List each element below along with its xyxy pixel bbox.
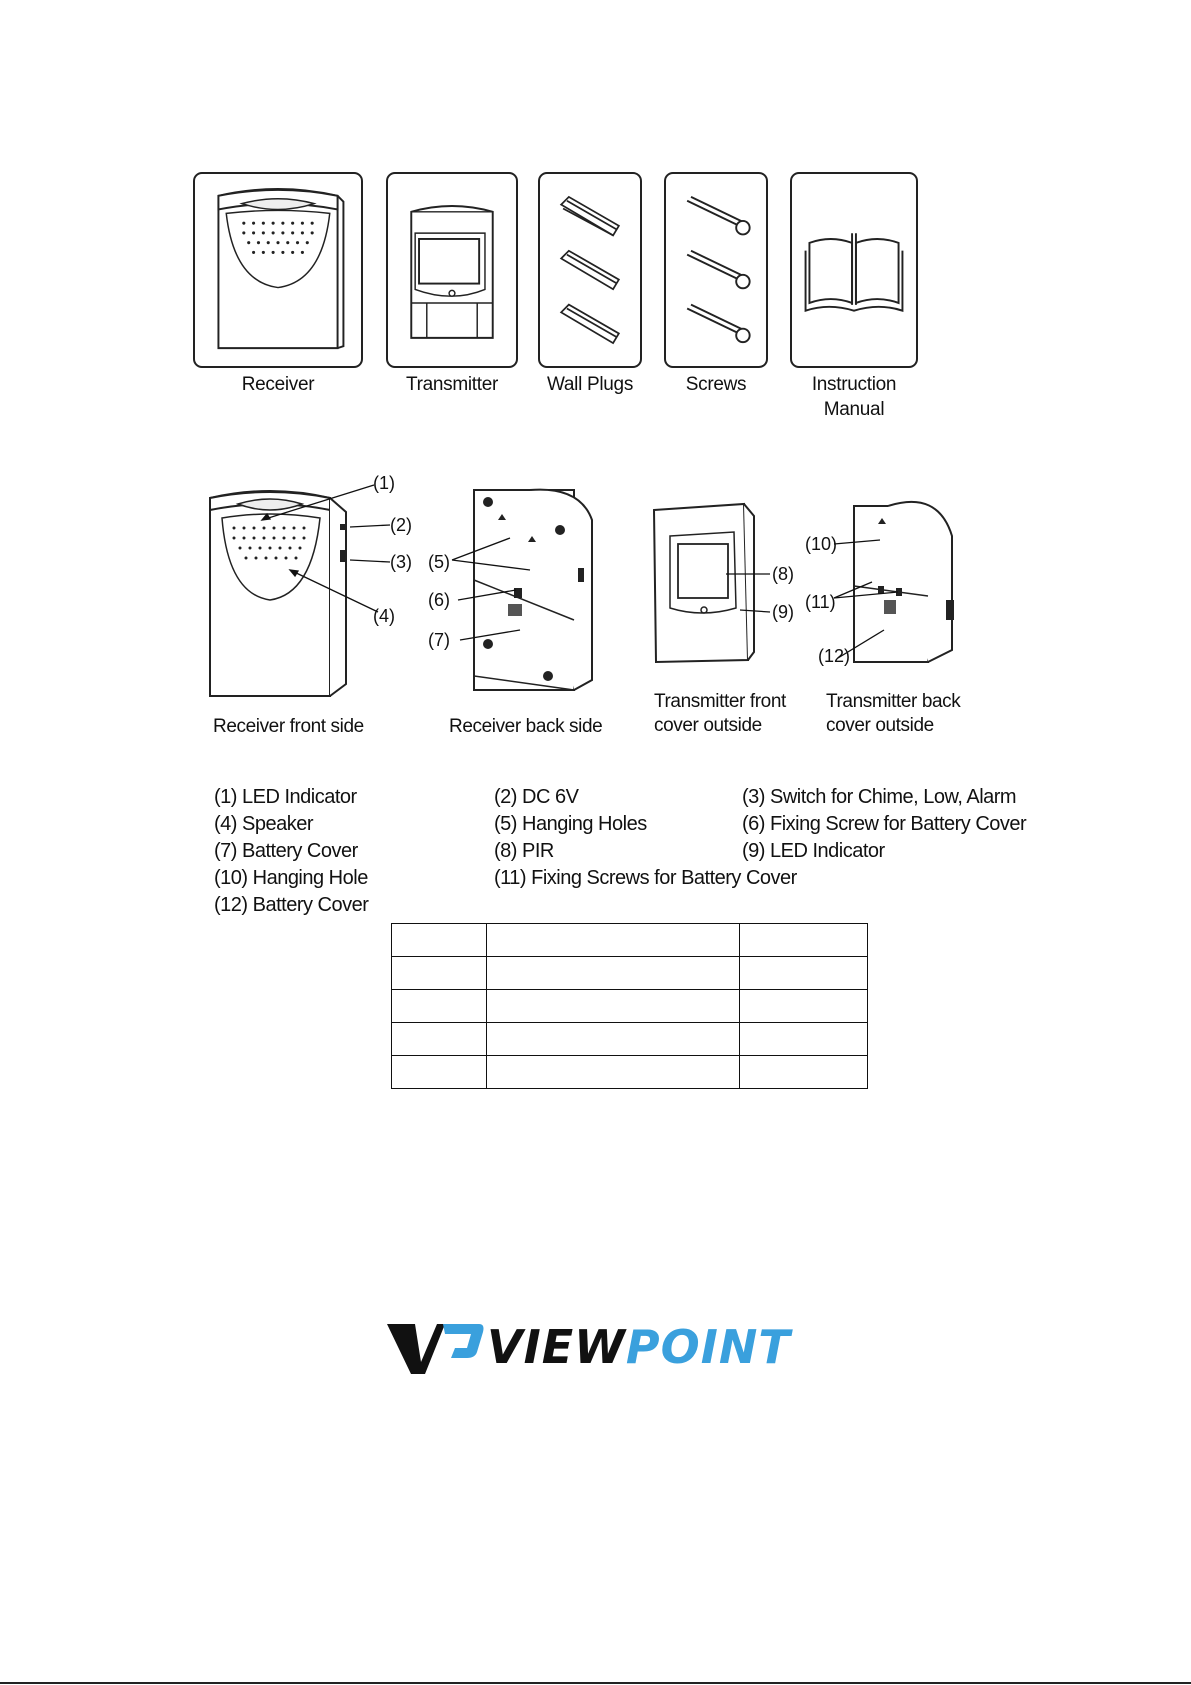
callout-8: (8) [772,564,794,584]
logo-word-view: VIEW [487,1320,626,1374]
table-cell [392,924,487,957]
table-cell [487,957,740,990]
table-cell [392,957,487,990]
callout-7: (7) [428,630,450,650]
table-cell [740,924,868,957]
table-row [392,924,868,957]
table-cell [487,1023,740,1056]
callout-10: (10) [805,534,838,554]
logo-word-point: POINT [625,1320,791,1374]
legend-item-1: (1) LED Indicator [214,786,357,808]
table-cell [392,1056,487,1089]
table-row [392,957,868,990]
legend-item-7: (7) Battery Cover [214,840,358,862]
callout-9: (9) [772,602,794,622]
vp-logo-mark-icon [385,1318,485,1376]
callout-5: (5) [428,552,450,572]
table-cell [392,990,487,1023]
table-row [392,1023,868,1056]
table-cell [392,1023,487,1056]
callout-11: (11) [805,592,836,612]
table-cell [487,990,740,1023]
legend-item-5: (5) Hanging Holes [494,813,647,835]
caption-instruction-manual: Instruction Manual [811,374,897,420]
callout-leader-lines [0,0,1191,760]
legend-item-12: (12) Battery Cover [214,894,369,916]
caption-wall-plugs: Wall Plugs [546,374,634,395]
callout-12: (12) [818,646,851,666]
callout-4: (4) [373,606,395,626]
callout-2: (2) [390,515,412,535]
legend-item-10: (10) Hanging Hole [214,867,368,889]
callout-6: (6) [428,590,450,610]
view-label-transmitter-front: Transmitter front cover outside [654,691,786,736]
table-cell [740,990,868,1023]
view-label-receiver-front: Receiver front side [213,716,364,737]
view-label-transmitter-back: Transmitter back cover outside [826,691,961,736]
table-cell [487,1056,740,1089]
legend-item-11: (11) Fixing Screws for Battery Cover [494,867,797,889]
empty-table [391,923,868,1089]
callout-1: (1) [373,473,395,493]
table-row [392,990,868,1023]
view-label-receiver-back: Receiver back side [449,716,603,737]
legend-item-9: (9) LED Indicator [742,840,885,862]
callout-3: (3) [390,552,412,572]
logo-wordmark [487,1318,791,1376]
table-cell [740,1056,868,1089]
caption-screws: Screws [685,374,747,395]
viewpoint-logo [385,1318,805,1376]
legend-item-8: (8) PIR [494,840,554,862]
legend-item-6: (6) Fixing Screw for Battery Cover [742,813,1027,835]
table-cell [740,957,868,990]
table-cell [740,1023,868,1056]
table-row [392,1056,868,1089]
table-cell [487,924,740,957]
caption-transmitter: Transmitter [405,374,499,395]
caption-receiver: Receiver [241,374,315,395]
legend-item-4: (4) Speaker [214,813,313,835]
page-bottom-rule [0,1682,1191,1684]
legend-item-3: (3) Switch for Chime, Low, Alarm [742,786,1017,808]
legend-item-2: (2) DC 6V [494,786,579,808]
